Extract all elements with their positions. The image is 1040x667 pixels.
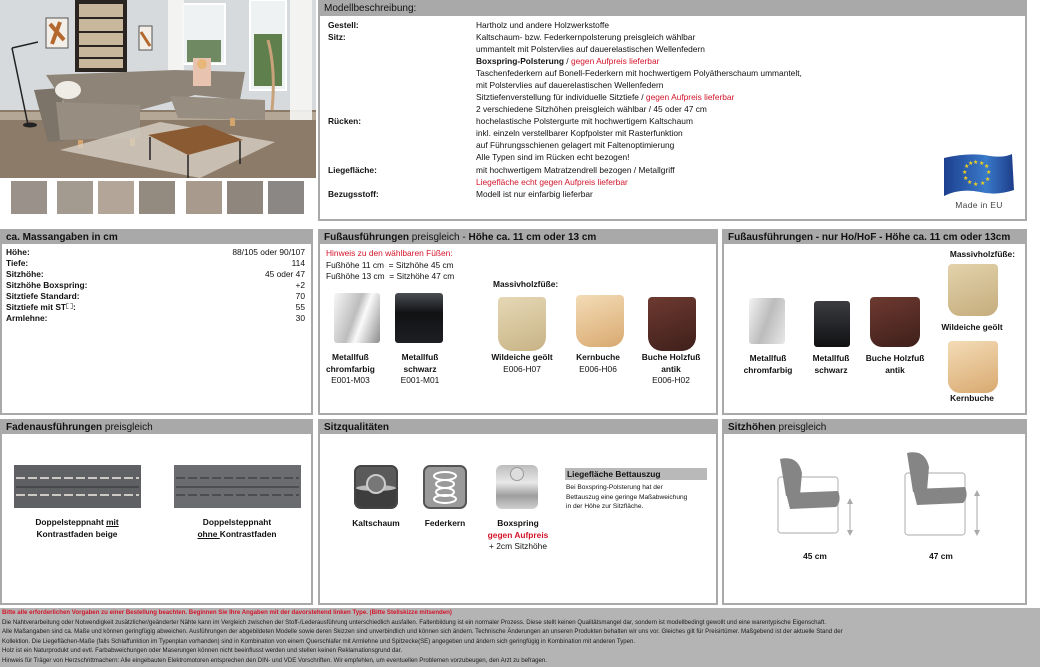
value-ruecken-3: auf Führungsschienen gelagert mit Faltenoptimierung xyxy=(476,140,675,150)
foot-name: Kernbuche xyxy=(950,393,994,403)
seat-height-45-icon xyxy=(770,451,860,551)
dimension-row xyxy=(6,247,305,258)
dimension-label: Sitzhöhe Boxspring: xyxy=(6,280,88,290)
dimension-label: Tiefe: xyxy=(6,258,29,268)
dimension-value: 70 xyxy=(295,291,305,301)
foot-name: antik xyxy=(885,364,905,375)
boxspring-label: Boxspring-Polsterung xyxy=(476,56,564,66)
dimension-value: +2 xyxy=(295,280,305,290)
foot-wild-oak-image xyxy=(498,297,546,351)
foot-name: Wildeiche geölt xyxy=(491,352,553,362)
svg-text:★: ★ xyxy=(973,159,979,166)
hof-foot-beech-antique-image xyxy=(870,297,920,347)
seat-height-47-icon xyxy=(897,445,987,551)
foot-caption-wild-oak xyxy=(487,352,557,375)
bed-extension-title: Liegefläche Bettauszug xyxy=(565,468,707,480)
foot-code: E006-H07 xyxy=(503,363,541,374)
value-liegeflaeche-1: mit hochwertigem Matratzendrell bezogen / Metallgriff xyxy=(476,165,675,175)
dimension-row xyxy=(6,302,305,313)
foot-name: Wildeiche geölt xyxy=(941,322,1003,332)
footer-line: Holz ist ein Naturprodukt und evtl. Farbabweichungen oder Maserungen können nicht beeinflusst werden und stellen keinen Reklamationsgrund dar. xyxy=(2,647,403,655)
svg-text:★: ★ xyxy=(979,160,985,167)
svg-text:★: ★ xyxy=(964,163,970,170)
eu-flag-icon xyxy=(940,152,1016,200)
caption-text: Kontrastfaden beige xyxy=(36,528,118,539)
wood-feet-label: Massivholzfüße: xyxy=(493,279,559,289)
foot-name: antik xyxy=(661,363,681,374)
thumbnail-storage-open[interactable] xyxy=(226,180,264,215)
thumbnail-woman-reading[interactable] xyxy=(185,180,223,215)
dimension-row xyxy=(6,313,305,324)
label-gestell: Gestell: xyxy=(328,20,359,30)
note-line: Bettauszug eine geringe Maßabweichung xyxy=(566,493,688,501)
foot-name: Metallfuß xyxy=(332,352,369,362)
value-bezugsstoff: Modell ist nur einfarbig lieferbar xyxy=(476,189,593,199)
svg-text:★: ★ xyxy=(980,180,986,187)
svg-text:★: ★ xyxy=(967,179,973,186)
spring-core-icon xyxy=(423,465,467,509)
made-in-eu-badge xyxy=(940,152,1016,216)
label-ruecken: Rücken: xyxy=(328,116,362,126)
seat-depth-text: Sitztiefenverstellung für individuelle Sitztiefe / xyxy=(476,92,646,102)
separator: / xyxy=(563,56,571,66)
description-panel xyxy=(318,0,1027,221)
foot-name: Kernbuche xyxy=(576,352,620,362)
hof-caption-chrome xyxy=(738,353,798,376)
legal-footer xyxy=(0,608,1040,667)
contrast-stitch-icon xyxy=(14,465,141,508)
svg-text:★: ★ xyxy=(963,175,969,182)
boxspring-icon xyxy=(496,465,538,509)
thumbnail-woman-on-sofa[interactable] xyxy=(97,180,135,215)
seat-heights-title xyxy=(724,421,1025,434)
seat-height-47-label: 47 cm xyxy=(929,551,953,561)
seat-height-extra: + 2cm Sitzhöhe xyxy=(489,541,547,551)
dimension-row xyxy=(6,280,305,291)
hof-caption-core-beech xyxy=(934,393,1010,405)
threads-title-normal: preisgleich xyxy=(102,422,153,433)
value-sitz-5: mit Polstervlies auf dauerelastischen Wellenfedern xyxy=(476,80,664,90)
dimension-label: Armlehne: xyxy=(6,313,48,323)
plain-stitch-icon xyxy=(174,465,301,508)
value-ruecken-1: hochelastische Polstergurte mit hochwertigem Kaltschaum xyxy=(476,116,693,126)
foot-caption-chrome xyxy=(326,352,375,387)
foot-black-image xyxy=(395,293,443,343)
label-bezugsstoff: Bezugsstoff: xyxy=(328,189,379,199)
dimension-row xyxy=(6,291,305,302)
feet-panel xyxy=(318,229,718,415)
label-liegeflaeche: Liegefläche: xyxy=(328,165,377,175)
foot-code: E001-M01 xyxy=(400,375,440,385)
svg-text:★: ★ xyxy=(962,169,968,176)
boxspring-caption xyxy=(476,518,560,553)
threads-title-bold: Fadenausführungen xyxy=(6,422,103,433)
value-ruecken-2: inkl. einzeln verstellbarer Kopfpolster mit Rasterfunktion xyxy=(476,128,683,138)
dimension-value: 30 xyxy=(295,313,305,323)
footer-line: Alle Maßangaben sind ca. Maße und können geringfügig abweichen. Ausführungen der abgebildeten Modelle sowie deren Skizzen sind unverbindlich und können sich ändern. Technische Änderungen an unseren Produkten behalten wir uns vor. Gleiches gilt für Preisirtümer. Maßgebend ist der aktuelle Stand der xyxy=(2,628,843,636)
foot-name: Metallfuß xyxy=(812,353,850,363)
foot-caption-black xyxy=(396,352,444,387)
hof-foot-wild-oak-image xyxy=(948,264,998,316)
surcharge-note: gegen Aufpreis xyxy=(487,529,549,540)
svg-text:★: ★ xyxy=(984,163,990,170)
bed-extension-note xyxy=(566,483,687,512)
svg-text:★: ★ xyxy=(968,160,974,167)
cold-foam-icon xyxy=(354,465,398,509)
value-sitz-7: 2 verschiedene Sitzhöhen preisgleich wählbar / 45 oder 47 cm xyxy=(476,104,707,114)
thumbnail-sofa-overview[interactable] xyxy=(138,180,176,215)
value-sitz-4: Taschenfederkern auf Bonell-Federkern mit hochwertigem Polyätherschaum ummantelt, xyxy=(476,68,802,78)
seat-quality-title: Sitzqualitäten xyxy=(320,421,716,434)
label-suffix: : xyxy=(73,302,76,312)
foot-code: E006-H02 xyxy=(652,375,690,385)
description-title: Modellbeschreibung: xyxy=(320,2,1025,16)
threads-panel xyxy=(0,419,313,605)
dimension-value: 88/105 oder 90/107 xyxy=(232,247,305,257)
hof-caption-wild-oak xyxy=(934,322,1010,334)
footer-line: Hinweis für Träger von Herzschrittmachern: Alle eingebauten Elektromotoren entsprechen den DIN- und VDE Vorschriften. Wir empfehlen, um eventuellen Problemen vorzubeugen, den Arzt zu befragen. xyxy=(2,656,547,664)
value-sitz-2: ummantelt mit Polstervlies auf dauerelastischen Wellenfedern xyxy=(476,44,705,54)
dimension-row xyxy=(6,258,305,269)
dimension-value: 45 oder 47 xyxy=(264,269,305,279)
foot-name: Buche Holzfuß xyxy=(865,353,925,363)
feet-hint-line: Fußhöhe 13 cm = Sitzhöhe 47 cm xyxy=(326,271,455,281)
seat-heights-title-bold: Sitzhöhen xyxy=(728,422,776,433)
wood-feet-label: Massivholzfüße: xyxy=(949,249,1015,259)
thumbnail-sofa-detail-2[interactable] xyxy=(56,180,94,215)
feet-hof-panel xyxy=(722,229,1027,415)
note-line: Bei Boxspring-Polsterung hat der xyxy=(566,484,663,491)
caption-text: Doppelsteppnaht xyxy=(35,517,107,527)
foot-code: E001-M03 xyxy=(331,375,370,385)
hof-caption-beech-antique xyxy=(862,353,928,376)
surcharge-note: gegen Aufpreis lieferbar xyxy=(645,92,735,102)
foot-chrome-image xyxy=(334,293,380,343)
caption-text: Kontrastfaden xyxy=(219,528,277,539)
cold-foam-label: Kaltschaum xyxy=(352,518,400,528)
value-ruecken-4: Alle Typen sind im Rücken echt bezogen! xyxy=(476,152,630,162)
foot-name: Metallfuß xyxy=(749,353,787,363)
seat-heights-panel xyxy=(722,419,1027,605)
boxspring-label: Boxspring xyxy=(497,518,539,528)
seat-height-45-label: 45 cm xyxy=(803,551,827,561)
foot-name: schwarz xyxy=(814,364,848,375)
made-in-eu-text: Made in EU xyxy=(955,200,1003,210)
caption-underlined: mit xyxy=(106,517,119,527)
value-sitz-1: Kaltschaum- bzw. Federkernpolsterung preisgleich wählbar xyxy=(476,32,696,42)
feet-title-bold: Fußausführungen xyxy=(324,232,409,243)
spring-coil-icon xyxy=(425,467,465,507)
stitch-plain-image xyxy=(174,465,301,508)
dimension-label: Sitztiefe mit ST xyxy=(6,302,67,312)
dimension-label: Sitzhöhe: xyxy=(6,269,44,279)
feet-title-height: Höhe ca. 11 cm oder 13 cm xyxy=(468,232,597,243)
foot-name: chromfarbig xyxy=(743,364,793,375)
footer-line: Die Nahtverarbeitung oder Notwendigkeit zusätzlicher/geänderter Nähte kann im Vergleich zwischen der Stoff-/Lederausführung unterschiedlich ausfallen. Faltenbildung ist ein normaler Prozess. Diese stellt keinen Qualitätsmangel dar, sondern ist modellbedingt gewollt und eine warentypische Eigenschaft. xyxy=(2,618,827,626)
hof-caption-black xyxy=(804,353,858,376)
order-notice: Bitte alle erforderlichen Vorgaben zu einer Bestellung beachten. Beginnen Sie Ihre Angaben mit der davorstehend linken Type. (Bitte Stellskizze mitsenden) xyxy=(2,609,452,616)
hof-foot-chrome-image xyxy=(749,298,785,344)
threads-title xyxy=(2,421,311,434)
dimension-row xyxy=(6,269,305,280)
feet-hof-title: Fußausführungen - nur Ho/HoF - Höhe ca. 11 cm oder 13cm xyxy=(724,231,1025,244)
foot-beech-antique-image xyxy=(648,297,696,351)
caption-text: Doppelsteppnaht xyxy=(202,517,272,527)
value-sitz-3 xyxy=(476,55,659,67)
seat-heights-title-normal: preisgleich xyxy=(775,422,827,433)
stitch-contrast-caption xyxy=(16,517,138,540)
thumbnail-sofa-detail-1[interactable] xyxy=(10,180,48,215)
footer-line: Kollektion. Die Liegeflächen-Maße (falls Schlaffunktion im Typenplan vorhanden) sind in Kombination von einem Querschlafer mit Armlehne und Spitzecke(SE) angegeben und ändern sich geringfügig in Kombination mit anderen Typen. xyxy=(2,637,636,645)
foot-name: chromfarbig xyxy=(326,363,375,374)
foot-code: E006-H06 xyxy=(579,363,617,374)
hero-photo xyxy=(0,0,316,225)
value-liegeflaeche-2: Liegefläche echt gegen Aufpreis lieferbar xyxy=(476,177,628,187)
caption-underlined: ohne xyxy=(197,528,220,539)
label-sitz: Sitz: xyxy=(328,32,346,42)
foot-name: schwarz xyxy=(403,363,437,374)
svg-text:★: ★ xyxy=(985,176,991,183)
thumbnail-fabric-swatch[interactable] xyxy=(267,180,305,215)
dimension-value: 114 xyxy=(291,258,305,268)
dimension-label: Höhe: xyxy=(6,247,30,257)
foot-core-beech-image xyxy=(576,295,624,347)
dimensions-panel xyxy=(0,229,313,415)
value-sitz-6 xyxy=(476,91,734,103)
note-line: in der Höhe zur Sitzfläche. xyxy=(566,503,644,510)
dimension-label: Sitztiefe Standard: xyxy=(6,291,80,301)
dimension-value: 55 xyxy=(295,302,305,312)
feet-title xyxy=(320,231,716,244)
value-gestell: Hartholz und andere Holzwerkstoffe xyxy=(476,20,609,30)
foot-name: Buche Holzfuß xyxy=(641,352,701,362)
foot-name: Metallfuß xyxy=(401,352,439,362)
feet-hint-line: Fußhöhe 11 cm = Sitzhöhe 45 cm xyxy=(326,260,454,270)
seat-quality-panel xyxy=(318,419,718,605)
missing-glyph-icon xyxy=(66,303,73,309)
hof-foot-core-beech-image xyxy=(948,341,998,393)
svg-text:★: ★ xyxy=(973,181,979,188)
stitch-contrast-image xyxy=(14,465,141,508)
stitch-plain-caption xyxy=(176,517,298,540)
dimensions-title: ca. Massangaben in cm xyxy=(2,231,311,244)
hof-foot-black-image xyxy=(814,301,850,347)
svg-text:★: ★ xyxy=(986,169,992,176)
surcharge-note: gegen Aufpreis lieferbar xyxy=(570,56,660,66)
feet-title-normal: preisgleich - xyxy=(409,232,469,243)
foot-caption-beech-antique xyxy=(636,352,706,387)
spring-core-label: Federkern xyxy=(424,518,466,528)
foot-caption-core-beech xyxy=(568,352,628,375)
feet-hint-title: Hinweis zu den wählbaren Füßen: xyxy=(326,248,453,258)
